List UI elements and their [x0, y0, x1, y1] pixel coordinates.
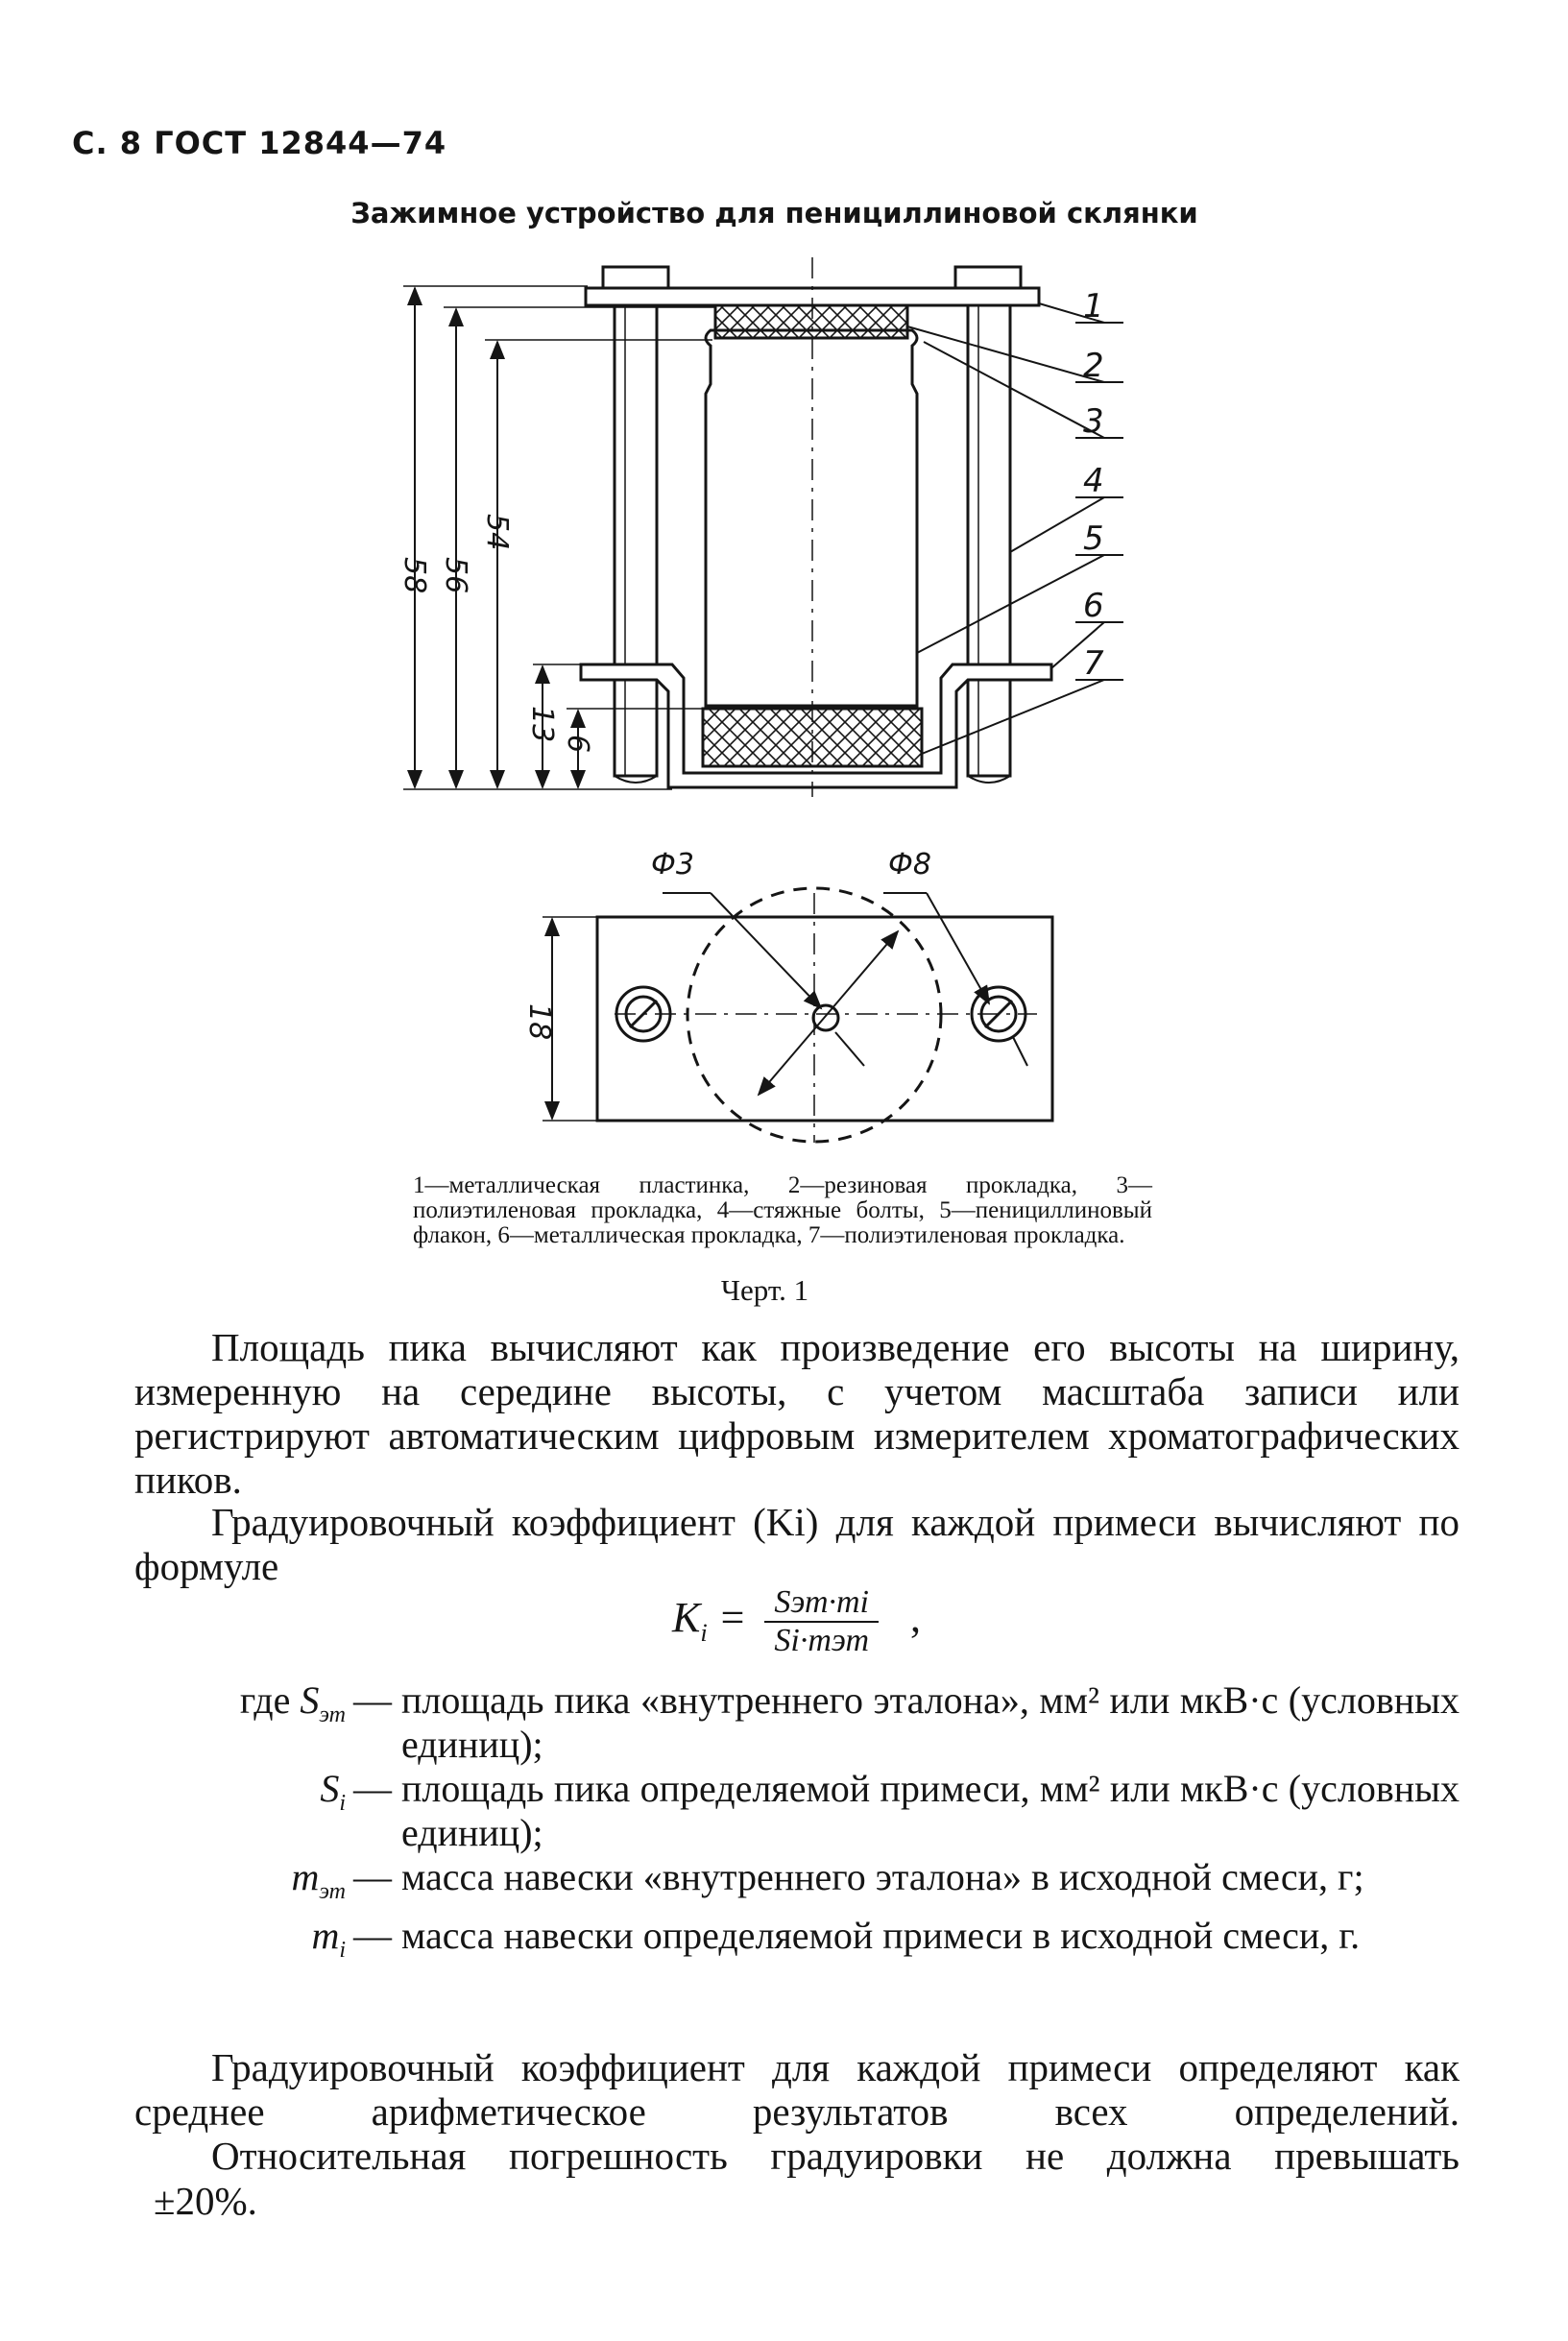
figure-label: Черт. 1	[720, 1273, 809, 1307]
paragraph-3: Градуировочный коэффициент для каждой примеси определяют как среднее арифметическое результатов всех определений.	[134, 2045, 1459, 2134]
definition-row: $S_i$ — площадь пика определяемой примеси, мм² или мкВ·с (условных единиц);	[320, 1767, 1459, 1854]
formula-fraction: $\frac{\text{Sэт·mi}}{\text{Si·mэт}}$	[764, 1584, 879, 1659]
dimension-18: 18	[522, 1003, 556, 1041]
clamp-drawing	[0, 0, 1568, 1152]
diameter-3-label: Ф3	[651, 848, 694, 881]
definitions-list	[134, 1678, 1459, 1972]
paragraph-2: Градуировочный коэффициент (Ki) для каждой примеси вычисляют по формуле	[134, 1500, 1459, 1588]
dimension-56: 56	[439, 557, 472, 594]
diameter-8-label: Ф8	[888, 848, 931, 881]
page-header: С. 8 ГОСТ 12844—74	[72, 125, 447, 161]
paragraph-1: Площадь пика вычисляют как произведение его высоты на ширину, измеренную на середине высоты, с учетом масштаба записи или регистрируют автоматическим цифровым измерителем хроматографических пиков.	[134, 1325, 1459, 1502]
tolerance-value: ±20%.	[154, 2179, 257, 2223]
dimension-13: 13	[525, 706, 559, 743]
figure-title: Зажимное устройство для пенициллиновой склянки	[350, 197, 1198, 229]
definition-row: $m_i$ — масса навески определяемой примеси в исходной смеси, г.	[311, 1914, 1361, 1963]
dimension-58: 58	[398, 557, 431, 594]
callout-1: 1	[1083, 287, 1104, 326]
formula: $K_i$ = $\frac{\text{Sэт·mi}}{\text{Si·mэт}}$ ,	[672, 1584, 922, 1658]
paragraph-4: Относительная погрешность градуировки не должна превышать	[211, 2134, 1459, 2178]
callout-4: 4	[1083, 462, 1104, 500]
definition-row: $m_{эт}$ — масса навески «внутреннего эталона» в исходной смеси, г;	[291, 1855, 1364, 1904]
callout-7: 7	[1083, 644, 1104, 683]
callout-5: 5	[1083, 519, 1104, 558]
dimension-6: 6	[561, 735, 594, 754]
callout-3: 3	[1083, 402, 1104, 441]
dimension-54: 54	[480, 514, 514, 551]
callout-2: 2	[1083, 347, 1104, 385]
definition-row: где $S_{эт}$ — площадь пика «внутреннего эталона», мм² или мкВ·с (условных единиц);	[239, 1678, 1459, 1766]
figure-caption: 1—металлическая пластинка, 2—резиновая прокладка, 3—полиэтиленовая прокладка, 4—стяжные болты, 5—пенициллиновый флакон, 6—металлическая прокладка, 7—полиэтиленовая прокладка.	[413, 1172, 1152, 1248]
callout-6: 6	[1083, 587, 1104, 625]
